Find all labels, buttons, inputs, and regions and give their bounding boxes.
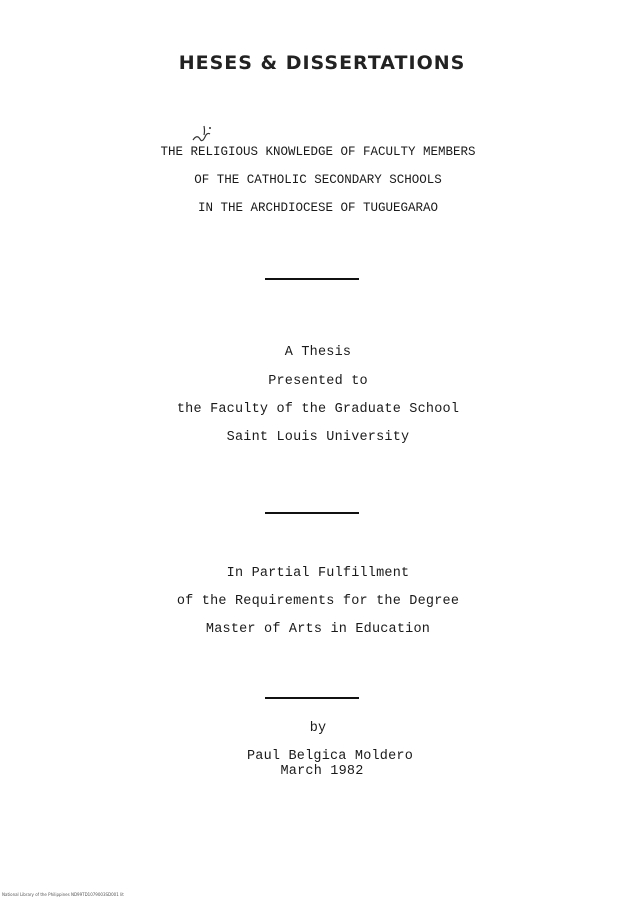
author-name: Paul Belgica Moldero	[246, 749, 414, 764]
submission-date: March 1982	[280, 764, 364, 779]
university-name: Saint Louis University	[226, 430, 410, 445]
fulfillment-line-1: In Partial Fulfillment	[226, 566, 410, 581]
title-line-2: OF THE CATHOLIC SECONDARY SCHOOLS	[194, 173, 442, 187]
by-label: by	[309, 721, 327, 736]
divider-rule	[265, 278, 359, 280]
fulfillment-line-2: of the Requirements for the Degree	[176, 594, 460, 609]
title-line-3: IN THE ARCHDIOCESE OF TUGUEGARAO	[197, 201, 439, 215]
divider-rule	[265, 697, 359, 699]
degree-name: Master of Arts in Education	[205, 622, 431, 637]
thesis-label: A Thesis	[284, 345, 352, 360]
title-line-1: THE RELIGIOUS KNOWLEDGE OF FACULTY MEMBERS	[160, 145, 476, 159]
presented-to: Presented to	[268, 374, 368, 389]
collection-stamp: HESES & DISSERTATIONS	[178, 52, 466, 74]
library-footer: National Library of the Philippines ND99TD1079003SD001 lit	[2, 892, 124, 897]
divider-rule	[265, 512, 359, 514]
faculty-line: the Faculty of the Graduate School	[176, 402, 460, 417]
handwritten-mark	[190, 122, 218, 144]
